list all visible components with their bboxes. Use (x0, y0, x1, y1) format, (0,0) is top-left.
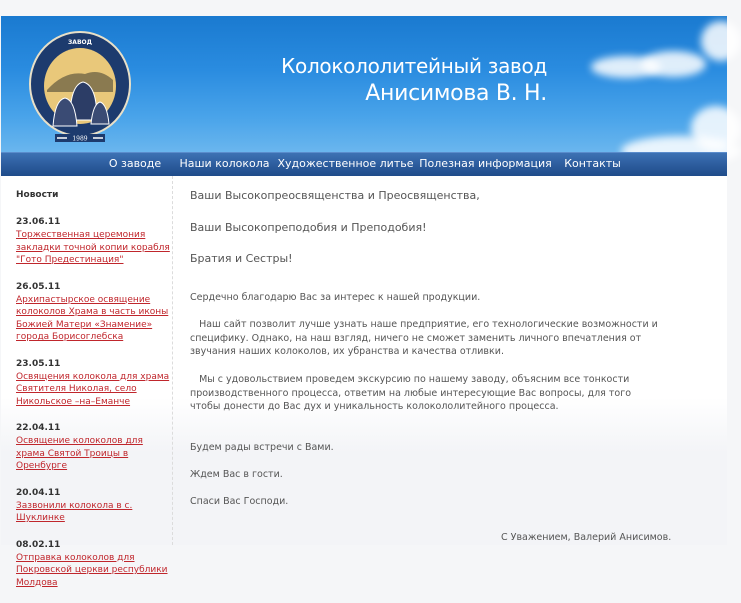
news-sidebar (1, 176, 173, 588)
nav-item-contacts[interactable]: Контакты (555, 153, 629, 177)
site-title-line2: Анисимова В. Н. (365, 81, 547, 106)
paragraph: Сердечно благодарю Вас за интерес к нашей продукции. (190, 292, 481, 303)
news-item (16, 539, 171, 590)
site-title (281, 52, 547, 108)
nav-item-about[interactable]: О заводе (97, 153, 173, 177)
paragraph: Ждем Вас в гости. (190, 469, 283, 480)
news-date: 23.06.11 (16, 217, 61, 227)
news-date: 26.05.11 (16, 281, 61, 292)
nav-item-art-casting[interactable]: Художественное литье (275, 153, 415, 177)
svg-text:ЗАВОД: ЗАВОД (68, 39, 92, 46)
greeting-line: Ваши Высокопреосвященства и Преосвященства, (190, 189, 480, 202)
site-header (1, 16, 727, 152)
svg-text:1989: 1989 (72, 135, 88, 143)
greeting-line: Братия и Сестры! (190, 252, 293, 265)
news-item (16, 216, 171, 267)
news-date: 22.04.11 (16, 423, 61, 433)
nav-item-bells[interactable]: Наши колокола (173, 153, 275, 177)
news-link[interactable]: Отправка колоколов для Покровской церкви республики Молдова (16, 552, 168, 588)
main-nav (1, 152, 727, 176)
paragraph: Будем рады встречи с Вами. (190, 442, 334, 453)
news-date: 08.02.11 (16, 539, 61, 550)
news-link[interactable]: Зазвонили колокола в с. Шуклинке (16, 500, 133, 523)
greeting-line: Ваши Высокопреподобия и Преподобия! (190, 221, 427, 234)
cloud-decoration (691, 106, 741, 151)
news-item (16, 281, 171, 344)
news-link[interactable]: Освящение колоколов для храма Святой Троицы в Оренбурге (16, 436, 143, 471)
top-strip (0, 0, 727, 16)
page-body (1, 176, 727, 588)
news-list (16, 216, 171, 603)
news-title: Новости (16, 190, 59, 200)
news-link[interactable]: Архипастырское освящение колоколов Храма в часть иконы Божией Матери «Знамение» города Борисоглебска (16, 294, 169, 342)
cloud-decoration (701, 21, 741, 61)
nav-item-useful-info[interactable]: Полезная информация (415, 153, 555, 177)
news-date: 23.05.11 (16, 358, 61, 369)
news-item (16, 358, 171, 409)
news-link[interactable]: Торжественная церемония закладки точной копии корабля "Гото Предестинация" (16, 230, 170, 265)
cloud-decoration (641, 51, 706, 77)
news-link[interactable]: Освящения колокола для храма Святителя Николая, село Никольское –на–Еманче (16, 371, 170, 407)
paragraph: Мы с удовольствием проведем экскурсию по нашему заводу, объясним все тонкости производственного процесса, ответим на любые интересующие Вас вопросы, для того чтобы донести до Вас дух и уникальность колокололитейного процесса. (190, 374, 635, 413)
bells-logo-icon[interactable] (25, 30, 135, 148)
paragraph: Спаси Вас Господи. (190, 496, 289, 507)
paragraph: Наш сайт позволит лучше узнать наше предприятие, его технологические возможности и специфику. Однако, на наш взгляд, ничего не сможет заменить личного впечатления от звучания наших колоколов, их убранства и качества отливки. (190, 319, 661, 358)
signature: С Уважением, Валерий Анисимов. (501, 532, 672, 543)
news-date: 20.04.11 (16, 487, 61, 498)
news-item (16, 422, 171, 473)
site-title-line1: Колокололитейный завод (281, 54, 547, 78)
news-item (16, 487, 171, 525)
